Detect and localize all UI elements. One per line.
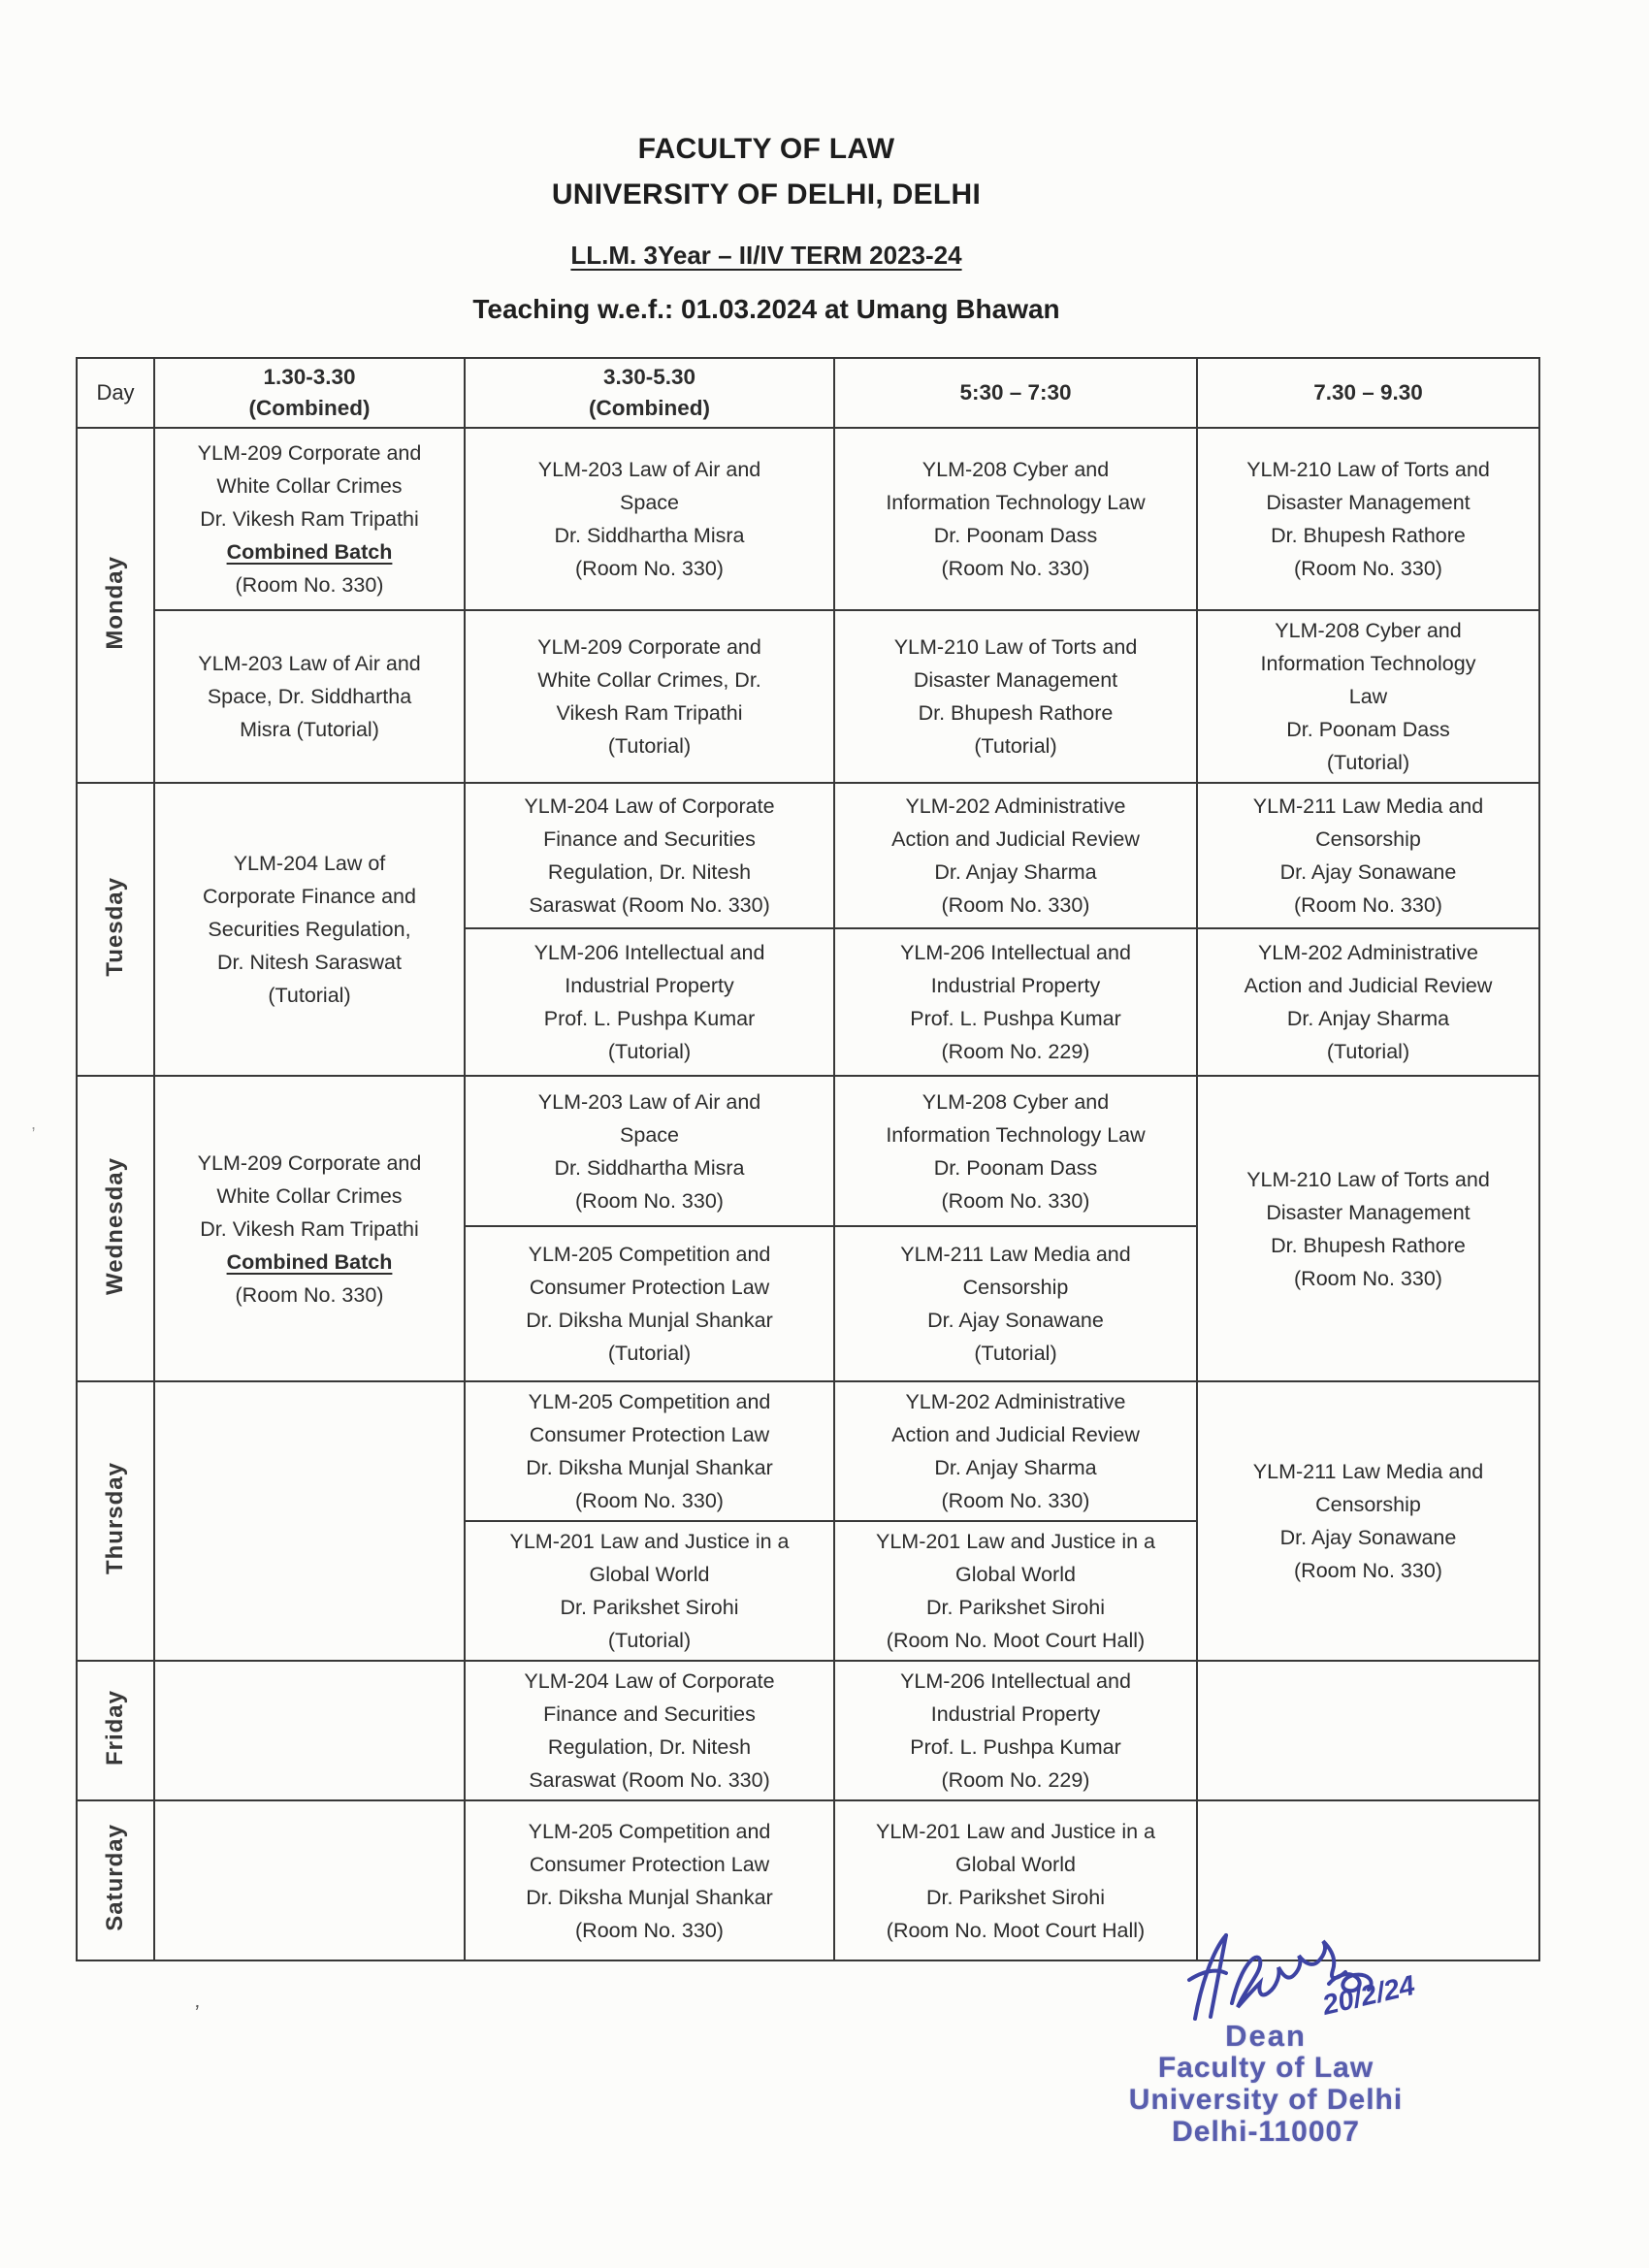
faculty-title: FACULTY OF LAW: [637, 133, 895, 165]
cell-line: Securities Regulation,: [208, 918, 411, 941]
timetable-cell: [154, 610, 465, 783]
cell-line: (Room No. 330): [1294, 1559, 1442, 1582]
cell-line: YLM-204 Law of Corporate: [524, 1669, 775, 1693]
cell-line: Dr. Parikshet Sirohi: [925, 1596, 1105, 1619]
stamp-line-dean: Dean: [1225, 2019, 1307, 2053]
cell-line: Dr. Vikesh Ram Tripathi: [200, 1216, 419, 1241]
timetable-cell: [465, 1800, 834, 1960]
day-label-friday: [77, 1661, 154, 1800]
day-label-text: Wednesday: [102, 1156, 128, 1295]
cell-line: Dr. Diksha Munjal Shankar: [526, 1885, 773, 1909]
cell-line: Information Technology: [1260, 652, 1476, 675]
cell-line: Vikesh Ram Tripathi: [556, 701, 743, 725]
cell-line: YLM-201 Law and Justice in a: [875, 1819, 1156, 1843]
timetable-row: [77, 610, 1539, 783]
cell-line: (Room No. 330): [235, 573, 384, 597]
time-column-header-1: [154, 358, 465, 428]
cell-line: YLM-205 Competition and: [528, 1819, 771, 1843]
time-column-header-3: [834, 358, 1197, 428]
cell-line: (Room No. 330): [575, 1188, 724, 1213]
day-label-text: Friday: [102, 1689, 128, 1766]
timetable-cell: [154, 1381, 465, 1661]
cell-line: Dr. Bhupesh Rathore: [918, 701, 1114, 725]
cell-line: Regulation, Dr. Nitesh: [547, 860, 752, 884]
cell-line: Action and Judicial Review: [891, 1423, 1140, 1446]
dean-stamp: [1072, 2020, 1460, 2148]
cell-line: YLM-211 Law Media and: [1252, 794, 1484, 818]
cell-line: (Room No. 330): [941, 557, 1090, 580]
cell-line: (Tutorial): [974, 1342, 1057, 1365]
timetable-cell: [465, 1661, 834, 1800]
timetable-cell: [154, 1661, 465, 1800]
cell-line: Censorship: [1315, 1493, 1421, 1516]
timetable-cell: [154, 428, 465, 610]
cell-line: YLM-210 Law of Torts and: [1246, 458, 1490, 481]
cell-line: YLM-206 Intellectual and: [900, 941, 1131, 964]
cell-line: Censorship: [1315, 827, 1421, 851]
cell-line: (Room No. 330): [235, 1282, 384, 1307]
cell-line: YLM-209 Corporate and: [197, 441, 422, 465]
day-label-wednesday: [77, 1076, 154, 1381]
timetable-cell: [465, 1521, 834, 1661]
scan-artifact: ’: [192, 1999, 201, 2025]
timetable-cell: [1197, 783, 1539, 928]
cell-line: (Room No. 330): [1294, 557, 1442, 580]
cell-line: (Combined): [589, 396, 710, 420]
cell-line: YLM-211 Law Media and: [900, 1243, 1131, 1266]
cell-line: (Tutorial): [607, 1040, 692, 1063]
day-label-saturday: [77, 1800, 154, 1960]
cell-line: White Collar Crimes, Dr.: [537, 668, 761, 692]
cell-line: Finance and Securities: [543, 1702, 756, 1726]
timetable: [76, 357, 1540, 1961]
dean-signature: [1181, 1926, 1434, 2032]
cell-line: Dr. Anjay Sharma: [934, 860, 1097, 884]
cell-line: YLM-203 Law of Air and: [198, 652, 421, 675]
timetable-cell: [1197, 928, 1539, 1076]
cell-line: 3.30-5.30: [602, 365, 696, 389]
cell-line: YLM-205 Competition and: [528, 1390, 771, 1413]
cell-line: 7.30 – 9.30: [1313, 380, 1423, 405]
cell-line: Corporate Finance and: [203, 885, 416, 908]
timetable-cell: [1197, 428, 1539, 610]
timetable-cell: [834, 783, 1197, 928]
cell-line: Action and Judicial Review: [891, 827, 1140, 851]
timetable-cell: [834, 610, 1197, 783]
cell-line: (Room No. 330): [941, 1188, 1090, 1213]
day-label-text: Thursday: [102, 1461, 128, 1575]
cell-line: Global World: [955, 1852, 1076, 1876]
cell-line: Dr. Vikesh Ram Tripathi: [200, 507, 419, 531]
timetable-cell: [465, 428, 834, 610]
timetable-cell: [834, 1076, 1197, 1226]
cell-line: 1.30-3.30: [263, 365, 356, 389]
cell-line: (Room No. 330): [941, 1489, 1090, 1512]
cell-line: YLM-209 Corporate and: [197, 1150, 422, 1175]
cell-line: (Tutorial): [1326, 1040, 1410, 1063]
cell-line: Consumer Protection Law: [529, 1276, 770, 1299]
cell-line: Dr. Ajay Sonawane: [927, 1309, 1104, 1332]
cell-line: Dr. Anjay Sharma: [1286, 1007, 1450, 1030]
cell-line: Prof. L. Pushpa Kumar: [543, 1007, 756, 1030]
cell-line: (Tutorial): [607, 734, 692, 758]
cell-line: White Collar Crimes: [216, 1183, 403, 1208]
cell-line: Disaster Management: [1266, 1200, 1471, 1224]
cell-line: (Tutorial): [607, 1342, 692, 1365]
cell-line: (Room No. 330): [1294, 1266, 1442, 1290]
timetable-cell: [834, 428, 1197, 610]
cell-line: YLM-208 Cyber and: [1275, 619, 1462, 642]
cell-line: Dr. Nitesh Saraswat: [217, 951, 402, 974]
cell-line: YLM-210 Law of Torts and: [893, 635, 1138, 659]
time-column-header-4: [1197, 358, 1539, 428]
cell-line: Day: [96, 380, 135, 405]
cell-line: YLM-204 Law of: [233, 852, 386, 875]
timetable-cell: [1197, 610, 1539, 783]
timetable-cell: [1197, 1076, 1539, 1381]
cell-line: Information Technology Law: [886, 1122, 1146, 1147]
cell-line: Dr. Poonam Dass: [1286, 718, 1450, 741]
document-header: [0, 126, 1533, 325]
day-label-text: Monday: [102, 555, 128, 650]
cell-line: Dr. Bhupesh Rathore: [1271, 524, 1466, 547]
cell-line: (Room No. 330): [575, 557, 724, 580]
signature-date: 20/2/24: [1319, 1969, 1418, 2022]
cell-line: 5:30 – 7:30: [959, 380, 1072, 405]
timetable-cell: [834, 1800, 1197, 1960]
timetable-header-row: [77, 358, 1539, 428]
cell-line: Dr. Siddhartha Misra: [554, 524, 745, 547]
cell-line: (Room No. Moot Court Hall): [886, 1629, 1146, 1652]
timetable-cell: [154, 1800, 465, 1960]
cell-line: YLM-209 Corporate and: [537, 635, 761, 659]
cell-line: Consumer Protection Law: [529, 1423, 770, 1446]
cell-line: Industrial Property: [930, 974, 1101, 997]
timetable-row: [77, 783, 1539, 928]
day-label-text: Saturday: [102, 1824, 128, 1931]
cell-line: Consumer Protection Law: [529, 1852, 770, 1876]
timetable-cell: [154, 1076, 465, 1381]
cell-line: Dr. Parikshet Sirohi: [925, 1885, 1105, 1909]
cell-line: (Room No. 229): [941, 1040, 1090, 1063]
cell-line: Dr. Poonam Dass: [933, 1155, 1098, 1180]
university-title: UNIVERSITY OF DELHI, DELHI: [551, 178, 982, 211]
cell-line: YLM-202 Administrative: [1257, 941, 1479, 964]
cell-line: Information Technology Law: [886, 491, 1146, 514]
cell-line: (Room No. Moot Court Hall): [886, 1918, 1146, 1942]
timetable-cell: [465, 610, 834, 783]
cell-line: Combined Batch: [226, 1249, 393, 1274]
timetable-cell: [834, 1521, 1197, 1661]
cell-line: YLM-201 Law and Justice in a: [509, 1530, 790, 1553]
timetable-cell: [154, 783, 465, 1076]
cell-line: YLM-202 Administrative: [905, 794, 1126, 818]
cell-line: YLM-203 Law of Air and: [537, 1089, 761, 1114]
day-label-thursday: [77, 1381, 154, 1661]
cell-line: Dr. Parikshet Sirohi: [560, 1596, 739, 1619]
cell-line: Prof. L. Pushpa Kumar: [910, 1735, 1121, 1759]
cell-line: (Tutorial): [974, 734, 1057, 758]
cell-line: (Room No. 330): [941, 893, 1090, 917]
cell-line: YLM-202 Administrative: [905, 1390, 1126, 1413]
cell-line: Saraswat (Room No. 330): [529, 893, 770, 917]
timetable-cell: [1197, 1381, 1539, 1661]
cell-line: (Tutorial): [268, 984, 351, 1007]
day-column-header: [77, 358, 154, 428]
cell-line: Disaster Management: [1266, 491, 1471, 514]
cell-line: Censorship: [962, 1276, 1069, 1299]
timetable-cell: [1197, 1661, 1539, 1800]
cell-line: (Room No. 330): [1294, 893, 1442, 917]
timetable-cell: [465, 1226, 834, 1381]
day-label-monday: [77, 428, 154, 783]
timetable-cell: [465, 928, 834, 1076]
cell-line: Space: [620, 491, 679, 514]
cell-line: Disaster Management: [913, 668, 1118, 692]
cell-line: Dr. Ajay Sonawane: [1279, 1526, 1457, 1549]
cell-line: Space, Dr. Siddhartha: [207, 685, 412, 708]
cell-line: (Room No. 330): [575, 1489, 724, 1512]
cell-line: YLM-206 Intellectual and: [900, 1669, 1131, 1693]
cell-line: Combined Batch: [226, 540, 393, 564]
cell-line: Dr. Ajay Sonawane: [1279, 860, 1457, 884]
cell-line: (Room No. 229): [941, 1768, 1090, 1792]
timetable-cell: [834, 1661, 1197, 1800]
cell-line: Saraswat (Room No. 330): [529, 1768, 770, 1792]
cell-line: YLM-208 Cyber and: [922, 1089, 1110, 1114]
time-column-header-2: [465, 358, 834, 428]
cell-line: YLM-205 Competition and: [528, 1243, 771, 1266]
timetable-row: [77, 1381, 1539, 1521]
cell-line: (Tutorial): [1326, 751, 1410, 774]
teaching-wef-line: Teaching w.e.f.: 01.03.2024 at Umang Bhawan: [472, 294, 1060, 324]
cell-line: YLM-203 Law of Air and: [537, 458, 761, 481]
cell-line: Dr. Siddhartha Misra: [554, 1155, 745, 1180]
day-label-tuesday: [77, 783, 154, 1076]
cell-line: Misra (Tutorial): [240, 718, 379, 741]
cell-line: White Collar Crimes: [216, 474, 403, 498]
cell-line: Dr. Diksha Munjal Shankar: [526, 1309, 773, 1332]
cell-line: Regulation, Dr. Nitesh: [547, 1735, 752, 1759]
term-subtitle: LL.M. 3Year – II/IV TERM 2023-24: [570, 241, 962, 270]
timetable-cell: [465, 1076, 834, 1226]
cell-line: Dr. Poonam Dass: [933, 524, 1098, 547]
cell-line: Dr. Diksha Munjal Shankar: [526, 1456, 773, 1479]
cell-line: YLM-210 Law of Torts and: [1246, 1167, 1490, 1191]
cell-line: YLM-204 Law of Corporate: [524, 794, 775, 818]
timetable-row: [77, 428, 1539, 610]
cell-line: YLM-208 Cyber and: [922, 458, 1110, 481]
timetable-cell: [834, 928, 1197, 1076]
cell-line: YLM-211 Law Media and: [1252, 1460, 1484, 1483]
scan-artifact: ,: [31, 1114, 37, 1133]
timetable-row: [77, 1661, 1539, 1800]
stamp-line-pincode: Delhi-110007: [1172, 2116, 1360, 2148]
cell-line: Space: [620, 1122, 679, 1147]
cell-line: Global World: [589, 1563, 710, 1586]
cell-line: YLM-206 Intellectual and: [534, 941, 765, 964]
cell-line: (Combined): [248, 396, 371, 420]
cell-line: YLM-201 Law and Justice in a: [875, 1530, 1156, 1553]
stamp-line-university: University of Delhi: [1128, 2084, 1404, 2116]
cell-line: Industrial Property: [930, 1702, 1101, 1726]
day-label-text: Tuesday: [102, 876, 128, 977]
cell-line: Prof. L. Pushpa Kumar: [910, 1007, 1121, 1030]
timetable-cell: [834, 1381, 1197, 1521]
stamp-line-faculty: Faculty of Law: [1157, 2052, 1374, 2084]
cell-line: Industrial Property: [565, 974, 734, 997]
timetable-cell: [465, 1381, 834, 1521]
cell-line: (Room No. 330): [575, 1918, 724, 1942]
cell-line: Dr. Anjay Sharma: [934, 1456, 1097, 1479]
cell-line: Dr. Bhupesh Rathore: [1271, 1233, 1466, 1257]
timetable-row: [77, 1076, 1539, 1226]
cell-line: Finance and Securities: [543, 827, 756, 851]
cell-line: Law: [1348, 685, 1388, 708]
timetable-cell: [834, 1226, 1197, 1381]
cell-line: Action and Judicial Review: [1244, 974, 1493, 997]
timetable-cell: [465, 783, 834, 928]
cell-line: Global World: [955, 1563, 1076, 1586]
cell-line: (Tutorial): [607, 1629, 692, 1652]
